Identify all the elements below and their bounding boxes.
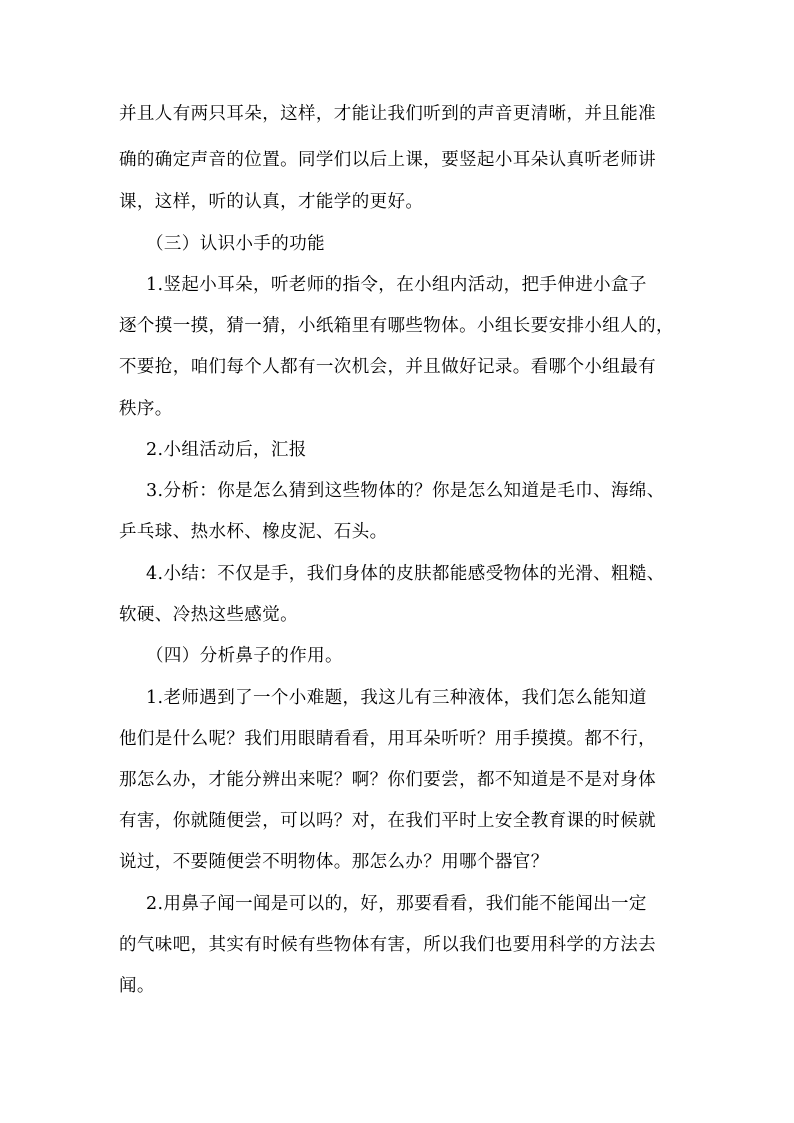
text-line: 秩序。 [119,399,173,419]
text-line: 逐个摸一摸，猜一猜，小纸箱里有哪些物体。小组长要安排小组人的， [119,316,674,336]
text-line: 他们是什么呢？我们用眼睛看看，用耳朵听听？用手摸摸。都不行， [119,729,656,749]
text-line: 说过，不要随便尝不明物体。那怎么办？用哪个器官？ [119,852,549,872]
text-line: 1.竖起小耳朵，听老师的指令，在小组内活动，把手伸进小盒子 [146,275,647,295]
text-line: 软硬、冷热这些感觉。 [119,605,298,625]
text-line: 那怎么办，才能分辨出来呢？啊？你们要尝，都不知道是不是对身体 [119,770,656,790]
text-line: 2.用鼻子闻一闻是可以的，好，那要看看，我们能不能闻出一定 [146,894,647,914]
text-line: 的气味吧，其实有时候有些物体有害，所以我们也要用科学的方法去 [119,935,656,955]
section-heading-3: （三）认识小手的功能 [146,234,325,254]
text-line: 课，这样，听的认真，才能学的更好。 [119,192,424,212]
text-line: 1.老师遇到了一个小难题，我这儿有三种液体，我们怎么能知道 [146,688,647,708]
section-heading-4: （四）分析鼻子的作用。 [146,646,343,666]
text-line: 不要抢，咱们每个人都有一次机会，并且做好记录。看哪个小组最有 [119,357,656,377]
text-line: 乒乓球、热水杯、橡皮泥、石头。 [119,522,388,542]
text-line: 并且人有两只耳朵，这样，才能让我们听到的声音更清晰，并且能准 [119,104,656,124]
text-line: 2.小组活动后，汇报 [146,440,307,460]
text-line: 确的确定声音的位置。同学们以后上课，要竖起小耳朵认真听老师讲 [119,150,656,170]
text-line: 闻。 [119,976,155,996]
text-line: 4.小结：不仅是手，我们身体的皮肤都能感受物体的光滑、粗糙、 [146,564,665,584]
text-line: 3.分析：你是怎么猜到这些物体的？你是怎么知道是毛巾、海绵、 [146,481,665,501]
text-line: 有害，你就随便尝，可以吗？对，在我们平时上安全教育课的时候就 [119,811,656,831]
